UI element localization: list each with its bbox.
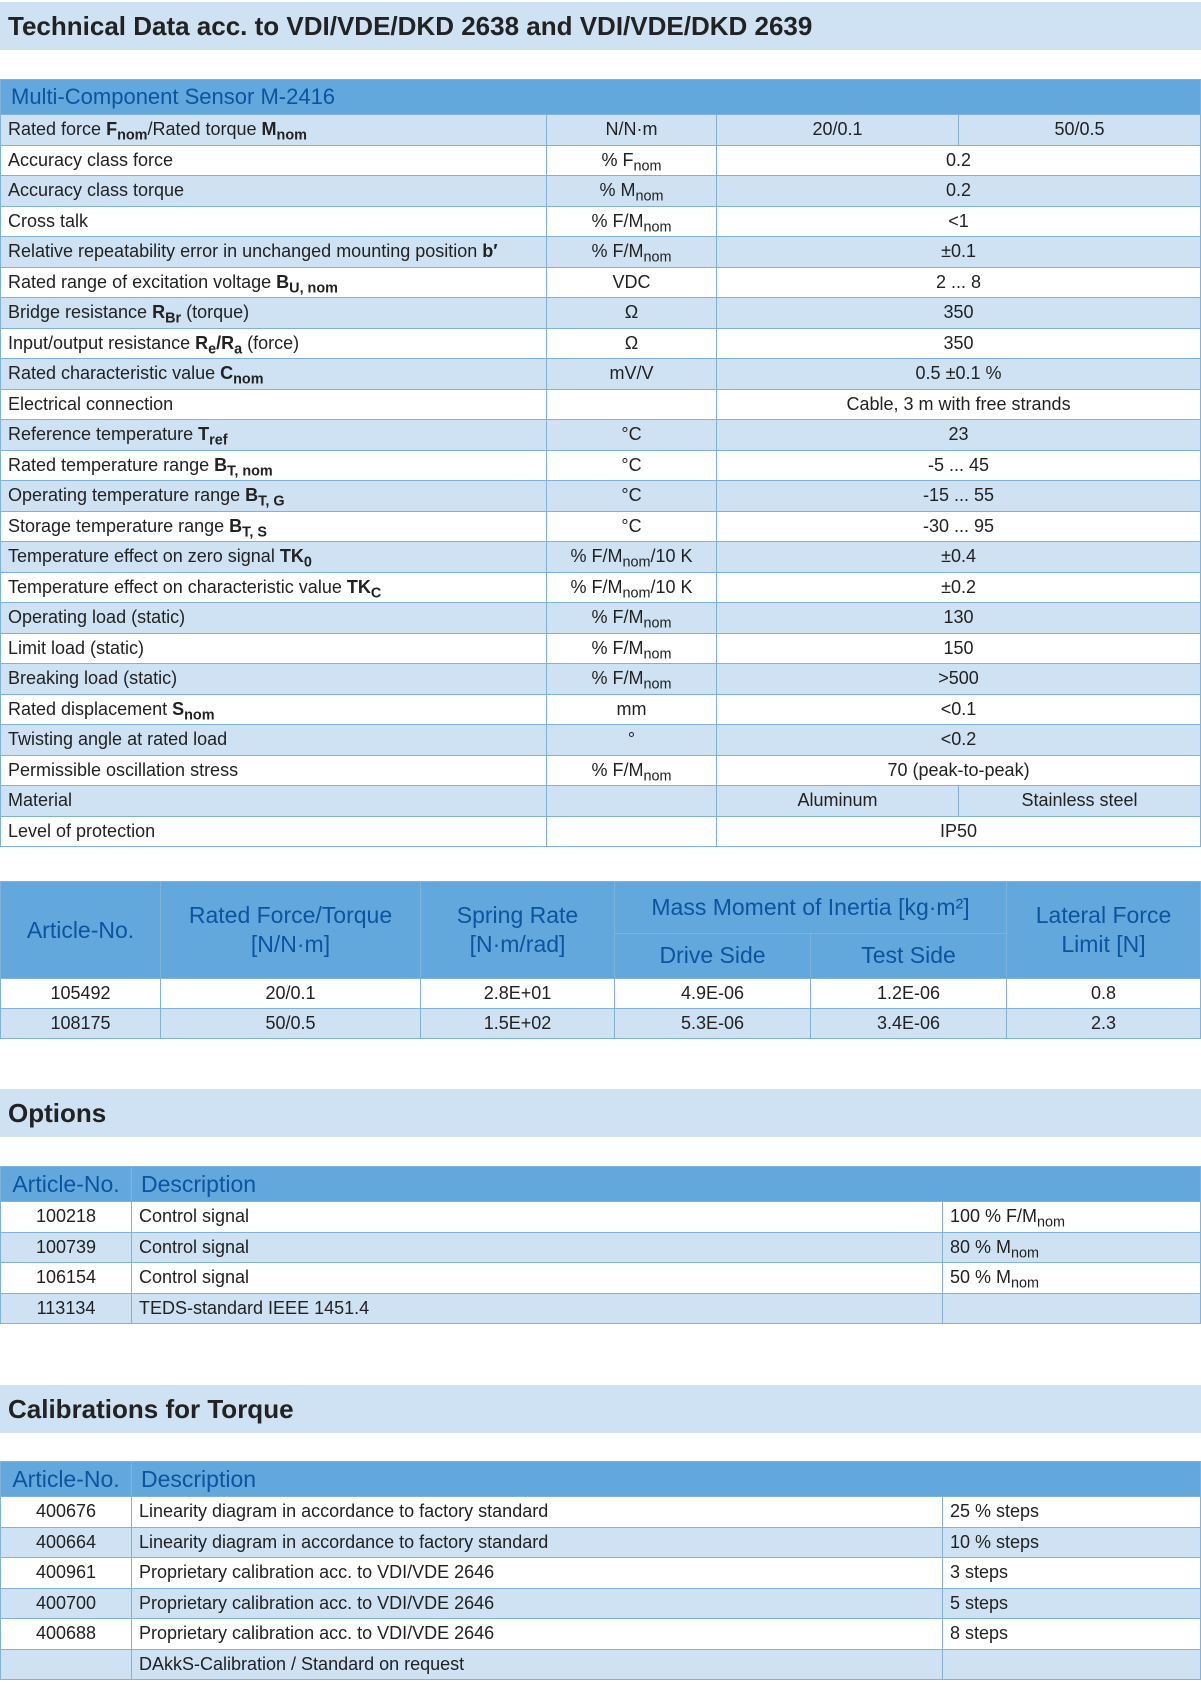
spec-label: Permissible oscillation stress [1, 755, 547, 786]
spec-value: >500 [717, 664, 1201, 695]
calibrations-title: Calibrations for Torque [0, 1385, 1201, 1433]
spec-label: Twisting angle at rated load [1, 725, 547, 756]
spec-unit: VDC [547, 267, 717, 298]
spec-value: <1 [717, 206, 1201, 237]
spec-value: 20/0.1 [717, 115, 959, 146]
list-item [1, 1527, 1201, 1558]
col-test-side: Test Side [811, 933, 1007, 978]
spec-unit: % $F/M_{nom}$ [547, 603, 717, 634]
spec-unit: °C [547, 450, 717, 481]
spec-label: Limit load (static) [1, 633, 547, 664]
spec-unit [547, 389, 717, 420]
options-col-article: Article-No. [1, 1167, 132, 1202]
spec-label: Rated displacement $S_{nom}$ [1, 694, 547, 725]
article-number: 400676 [1, 1497, 132, 1528]
spec-unit: % $F/M_{nom}$ [547, 237, 717, 268]
detail: 50 % $M_{nom}$ [943, 1263, 1201, 1294]
detail [943, 1293, 1201, 1324]
spec-unit: % $F/M_{nom}$ [547, 755, 717, 786]
spec-label: Accuracy class force [1, 145, 547, 176]
article-row [1, 979, 1201, 1009]
description: Control signal [132, 1202, 943, 1233]
spec-value: IP50 [717, 816, 1201, 847]
sensor-name: Multi-Component Sensor M-2416 [1, 80, 1201, 115]
technical-data-table [0, 79, 1201, 847]
article-cell-drive: 5.3E-06 [615, 1009, 811, 1039]
spec-unit: % $M_{nom}$ [547, 176, 717, 207]
spec-unit: % $F/M_{nom}$ [547, 633, 717, 664]
article-cell-lateral: 2.3 [1007, 1009, 1201, 1039]
spec-unit: % $F/M_{nom}/10$ K [547, 572, 717, 603]
calibrations-col-description: Description [132, 1462, 1201, 1497]
article-number: 106154 [1, 1263, 132, 1294]
spec-row [1, 389, 1201, 420]
spec-row [1, 176, 1201, 207]
article-cell-lateral: 0.8 [1007, 979, 1201, 1009]
options-col-description: Description [132, 1167, 1201, 1202]
spec-value: Stainless steel [959, 786, 1201, 817]
spec-row [1, 328, 1201, 359]
col-rated: Rated Force/Torque [N/N·m] [161, 882, 421, 979]
spec-unit: % $F_{nom}$ [547, 145, 717, 176]
description: Proprietary calibration acc. to VDI/VDE 2646 [132, 1558, 943, 1589]
spec-row [1, 511, 1201, 542]
list-item [1, 1588, 1201, 1619]
spec-value: 50/0.5 [959, 115, 1201, 146]
article-cell-rated: 20/0.1 [161, 979, 421, 1009]
spec-label: Breaking load (static) [1, 664, 547, 695]
options-title: Options [0, 1089, 1201, 1137]
detail: 80 % $M_{nom}$ [943, 1232, 1201, 1263]
spec-row [1, 145, 1201, 176]
article-number: 400688 [1, 1619, 132, 1650]
spec-row [1, 115, 1201, 146]
spec-value: -30 ... 95 [717, 511, 1201, 542]
detail: 5 steps [943, 1588, 1201, 1619]
detail [943, 1649, 1201, 1680]
col-lateral: Lateral Force Limit [N] [1007, 882, 1201, 979]
spec-row [1, 450, 1201, 481]
spec-value: Aluminum [717, 786, 959, 817]
description: DAkkS-Calibration / Standard on request [132, 1649, 943, 1680]
spec-label: Cross talk [1, 206, 547, 237]
spec-unit: °C [547, 420, 717, 451]
spec-label: Reference temperature $T_{ref}$ [1, 420, 547, 451]
spec-row [1, 420, 1201, 451]
spec-row [1, 664, 1201, 695]
spec-value: ±0.2 [717, 572, 1201, 603]
article-number: 400961 [1, 1558, 132, 1589]
spec-row [1, 542, 1201, 573]
spec-row [1, 359, 1201, 390]
list-item [1, 1497, 1201, 1528]
description: TEDS-standard IEEE 1451.4 [132, 1293, 943, 1324]
description: Control signal [132, 1263, 943, 1294]
page-title: Technical Data acc. to VDI/VDE/DKD 2638 and VDI/VDE/DKD 2639 [0, 2, 1201, 50]
spec-value: ±0.4 [717, 542, 1201, 573]
description: Control signal [132, 1232, 943, 1263]
spec-row [1, 237, 1201, 268]
col-spring: Spring Rate [N·m/rad] [421, 882, 615, 979]
list-item [1, 1619, 1201, 1650]
article-cell-spring: 2.8E+01 [421, 979, 615, 1009]
spec-value: -5 ... 45 [717, 450, 1201, 481]
spec-label: Temperature effect on zero signal $TK_0$ [1, 542, 547, 573]
article-number: 113134 [1, 1293, 132, 1324]
spec-value: 0.2 [717, 176, 1201, 207]
spec-label: Rated range of excitation voltage $B_{U, nom}$ [1, 267, 547, 298]
options-table [0, 1166, 1201, 1324]
description: Proprietary calibration acc. to VDI/VDE 2646 [132, 1619, 943, 1650]
list-item [1, 1558, 1201, 1589]
col-article: Article-No. [1, 882, 161, 979]
detail: 10 % steps [943, 1527, 1201, 1558]
spec-label: Bridge resistance $R_{Br}$ (torque) [1, 298, 547, 329]
spec-value: 350 [717, 298, 1201, 329]
spec-unit: % $F/M_{nom}$ [547, 206, 717, 237]
spec-row [1, 816, 1201, 847]
description: Linearity diagram in accordance to factory standard [132, 1497, 943, 1528]
detail: 100 % $F/M_{nom}$ [943, 1202, 1201, 1233]
calibrations-col-article: Article-No. [1, 1462, 132, 1497]
spec-row [1, 633, 1201, 664]
calibrations-table [0, 1461, 1201, 1680]
spec-value: <0.2 [717, 725, 1201, 756]
spec-label: Rated force $F_{nom}$/Rated torque $M_{nom}$ [1, 115, 547, 146]
spec-value: 150 [717, 633, 1201, 664]
spec-unit: mm [547, 694, 717, 725]
spec-unit [547, 816, 717, 847]
spec-unit: % $F/M_{nom}/10$ K [547, 542, 717, 573]
article-row [1, 1009, 1201, 1039]
article-number [1, 1649, 132, 1680]
spec-label: Material [1, 786, 547, 817]
spec-row [1, 694, 1201, 725]
spec-value: 130 [717, 603, 1201, 634]
article-cell-no: 105492 [1, 979, 161, 1009]
article-table [0, 881, 1201, 1039]
spec-label: Operating temperature range $B_{T, G}$ [1, 481, 547, 512]
spec-row [1, 755, 1201, 786]
spec-row [1, 267, 1201, 298]
spec-row [1, 572, 1201, 603]
spec-unit: Ω [547, 328, 717, 359]
spec-value: <0.1 [717, 694, 1201, 725]
spec-value: -15 ... 55 [717, 481, 1201, 512]
spec-unit [547, 786, 717, 817]
spec-unit: Ω [547, 298, 717, 329]
article-cell-test: 3.4E-06 [811, 1009, 1007, 1039]
article-cell-spring: 1.5E+02 [421, 1009, 615, 1039]
description: Proprietary calibration acc. to VDI/VDE 2646 [132, 1588, 943, 1619]
spec-label: Temperature effect on characteristic value $TK_C$ [1, 572, 547, 603]
spec-unit: mV/V [547, 359, 717, 390]
spec-row [1, 481, 1201, 512]
col-inertia: Mass Moment of Inertia [kg·m²] [615, 882, 1007, 934]
list-item [1, 1232, 1201, 1263]
spec-row [1, 206, 1201, 237]
spec-label: Relative repeatability error in unchanged mounting position b′ [1, 237, 547, 268]
article-number: 100739 [1, 1232, 132, 1263]
article-number: 100218 [1, 1202, 132, 1233]
spec-label: Rated temperature range $B_{T, nom}$ [1, 450, 547, 481]
spec-row [1, 786, 1201, 817]
spec-label: Accuracy class torque [1, 176, 547, 207]
spec-label: Input/output resistance $R_e/R_a$ (force) [1, 328, 547, 359]
detail: 3 steps [943, 1558, 1201, 1589]
spec-unit: N/N·m [547, 115, 717, 146]
spec-row [1, 725, 1201, 756]
article-number: 400700 [1, 1588, 132, 1619]
spec-value: Cable, 3 m with free strands [717, 389, 1201, 420]
article-number: 400664 [1, 1527, 132, 1558]
description: Linearity diagram in accordance to factory standard [132, 1527, 943, 1558]
spec-value: 0.2 [717, 145, 1201, 176]
spec-label: Storage temperature range $B_{T, S}$ [1, 511, 547, 542]
spec-label: Level of protection [1, 816, 547, 847]
spec-value: 70 (peak-to-peak) [717, 755, 1201, 786]
spec-unit: °C [547, 511, 717, 542]
spec-unit: % $F/M_{nom}$ [547, 664, 717, 695]
spec-value: ±0.1 [717, 237, 1201, 268]
list-item [1, 1263, 1201, 1294]
list-item [1, 1293, 1201, 1324]
spec-value: 350 [717, 328, 1201, 359]
list-item [1, 1202, 1201, 1233]
spec-label: Rated characteristic value $C_{nom}$ [1, 359, 547, 390]
article-cell-drive: 4.9E-06 [615, 979, 811, 1009]
spec-value: 2 ... 8 [717, 267, 1201, 298]
col-drive-side: Drive Side [615, 933, 811, 978]
spec-value: 0.5 ±0.1 % [717, 359, 1201, 390]
article-cell-no: 108175 [1, 1009, 161, 1039]
spec-unit: ° [547, 725, 717, 756]
article-cell-rated: 50/0.5 [161, 1009, 421, 1039]
spec-label: Operating load (static) [1, 603, 547, 634]
spec-row [1, 298, 1201, 329]
spec-value: 23 [717, 420, 1201, 451]
list-item [1, 1649, 1201, 1680]
spec-unit: °C [547, 481, 717, 512]
detail: 25 % steps [943, 1497, 1201, 1528]
detail: 8 steps [943, 1619, 1201, 1650]
spec-row [1, 603, 1201, 634]
spec-label: Electrical connection [1, 389, 547, 420]
article-cell-test: 1.2E-06 [811, 979, 1007, 1009]
